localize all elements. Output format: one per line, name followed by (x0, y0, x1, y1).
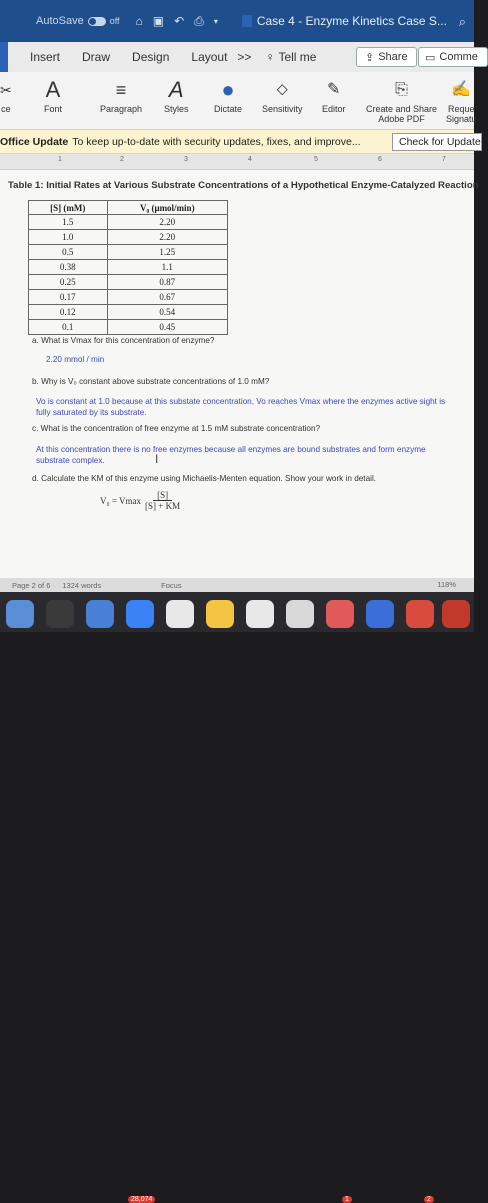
safari-icon[interactable] (86, 600, 114, 628)
table-row (29, 245, 228, 260)
table-cell: 0.87 (107, 275, 227, 290)
michaelis-menten-equation (100, 490, 180, 511)
notes-icon[interactable] (206, 600, 234, 628)
table-row (29, 305, 228, 320)
table-row (29, 215, 228, 230)
search-icon[interactable]: ⌕ (458, 14, 466, 29)
table-cell: 1.25 (107, 245, 227, 260)
table-cell: 1.5 (29, 215, 108, 230)
ruler-tick: 5 (314, 156, 318, 163)
mail-badge: 28,074 (128, 1196, 155, 1203)
autosave-toggle[interactable] (36, 15, 120, 27)
answer-a: 2.20 mmol / min (46, 355, 105, 364)
font-icon: A (45, 77, 61, 102)
ruler-tick: 2 (120, 156, 124, 163)
status-bar (0, 578, 474, 592)
app-store-icon[interactable] (366, 600, 394, 628)
dock (0, 592, 474, 1203)
powerpoint-icon[interactable] (406, 600, 434, 628)
ribbon-create-pdf[interactable]: ⎘ Create and Share Adobe PDF (366, 76, 437, 124)
table-row (29, 275, 228, 290)
kinetics-table (28, 200, 228, 335)
calendar-icon[interactable] (246, 600, 274, 628)
finder-icon[interactable] (6, 600, 34, 628)
clipboard-icon: ✂ (0, 82, 12, 98)
ruler-tick: 6 (378, 156, 382, 163)
home-icon[interactable]: ⌂ (135, 13, 143, 28)
equation-numerator: [S] (153, 490, 172, 501)
ribbon-dictate[interactable]: ● Dictate (214, 77, 243, 114)
table-cell: 0.1 (29, 320, 108, 335)
ribbon-tabs (0, 42, 478, 72)
comments-button[interactable]: ▭ Comme (418, 47, 488, 67)
question-c: c. What is the concentration of free enzyme at 1.5 mM substrate concentration? (32, 424, 321, 433)
paragraph-icon: ≡ (115, 80, 127, 100)
editor-icon: ✎ (327, 81, 341, 98)
chevron-down-icon[interactable]: ▾ (213, 16, 218, 26)
ribbon (0, 72, 477, 130)
tabs-overflow[interactable]: >> (237, 50, 252, 64)
word-count[interactable]: 1324 words (62, 580, 102, 590)
table-cell: 0.67 (107, 290, 227, 305)
sensitivity-icon: ⬦ (276, 81, 288, 98)
ribbon-paragraph[interactable]: ≡ Paragraph (100, 76, 142, 114)
autosave-state: off (109, 16, 120, 26)
ruler-tick: 4 (248, 156, 252, 163)
mail-icon[interactable] (126, 600, 154, 628)
notes-badge: 1 (342, 1196, 352, 1203)
share-button[interactable]: ⇪ Share (356, 47, 417, 67)
update-message: To keep up-to-date with security updates, fixes, and improve... (72, 135, 361, 148)
save-icon[interactable]: ▣ (152, 13, 165, 28)
styles-icon: A (168, 77, 184, 102)
table-row (29, 260, 228, 275)
table-header: V₀ (μmol/min) (107, 201, 227, 215)
tell-me-search[interactable]: ♀ Tell me (265, 50, 317, 64)
ruler-tick: 7 (442, 156, 446, 163)
office-update-bar (0, 130, 481, 154)
ribbon-request-signature[interactable]: ✍ Reque Signatu (446, 76, 477, 124)
table-cell: 0.25 (29, 275, 108, 290)
table-cell: 0.54 (107, 305, 227, 320)
page-count[interactable]: Page 2 of 6 (12, 580, 51, 590)
table-cell: 1.1 (107, 260, 227, 275)
ruler-tick: 3 (184, 156, 188, 163)
word-doc-icon (242, 15, 252, 27)
equation-fraction (145, 490, 180, 511)
text-cursor-icon: I (155, 452, 159, 466)
table-cell: 0.17 (29, 290, 108, 305)
app-icon[interactable] (442, 600, 470, 628)
ribbon-editor[interactable]: ✎ Editor (322, 76, 346, 114)
check-for-updates-button[interactable]: Check for Update (392, 133, 482, 151)
signature-icon: ✍ (451, 81, 472, 98)
microphone-icon: ● (221, 77, 235, 102)
answer-b: Vo is constant at 1.0 because at this substate concentration, Vo reaches Vmax where the enzymes active sight is fully saturated by its substrate. (36, 397, 446, 417)
focus-mode[interactable]: Focus (161, 580, 182, 590)
zoom-level[interactable]: 118% (437, 580, 456, 589)
table-caption: Table 1: Initial Rates at Various Substrate Concentrations of a Hypothetical Enzyme-Catalyzed Reaction (8, 180, 479, 191)
table-row (29, 230, 228, 245)
ruler[interactable] (0, 154, 474, 170)
music-icon[interactable] (326, 600, 354, 628)
autosave-label: AutoSave (36, 15, 84, 27)
equation-denominator: [S] + KM (145, 501, 181, 511)
table-cell: 0.5 (29, 245, 108, 260)
toggle-switch[interactable] (88, 17, 106, 26)
document-page[interactable] (0, 170, 479, 578)
photos-icon[interactable] (286, 600, 314, 628)
question-b: b. Why is V₀ constant above substrate concentrations of 1.0 mM? (32, 377, 270, 386)
undo-icon[interactable]: ↶ (174, 13, 185, 28)
table-cell: 1.0 (29, 230, 108, 245)
table-cell: 0.12 (29, 305, 108, 320)
chrome-icon[interactable] (166, 600, 194, 628)
other-badge: 2 (424, 1196, 434, 1203)
launchpad-icon[interactable] (46, 600, 74, 628)
ribbon-styles[interactable]: A Styles (164, 77, 189, 114)
ribbon-font[interactable]: A Font (44, 77, 63, 114)
table-header: [S] (mM) (29, 201, 108, 215)
table-cell: 0.45 (107, 320, 227, 335)
tab-design[interactable]: Design (132, 50, 170, 64)
tab-layout[interactable]: Layout (191, 50, 228, 64)
question-d: d. Calculate the KM of this enzyme using Michaelis-Menten equation. Show your work in detail. (32, 474, 377, 483)
share-icon: ⇪ (365, 51, 375, 64)
tab-draw[interactable]: Draw (82, 50, 111, 64)
document-title: Case 4 - Enzyme Kinetics Case S... (242, 14, 447, 28)
table-row (29, 290, 228, 305)
table-cell: 2.20 (107, 215, 227, 230)
answer-c: At this concentration there is no free enzymes because all enzymes are bound substrates and form enzyme substrate complex. (36, 445, 426, 465)
print-icon[interactable]: ⎙ (194, 13, 204, 28)
table-row (29, 320, 228, 335)
adobe-pdf-icon: ⎘ (395, 81, 408, 98)
tab-insert[interactable]: Insert (30, 50, 61, 64)
update-title: Office Update (0, 135, 69, 148)
title-bar (0, 0, 474, 42)
equation-lhs: V₀ = Vmax (100, 495, 142, 506)
tab-home-active[interactable] (0, 42, 8, 72)
ribbon-sensitivity[interactable]: ⬦ Sensitivity (262, 76, 303, 114)
clipboard-group[interactable]: ✂ ce (0, 76, 12, 114)
ruler-tick: 1 (58, 156, 62, 163)
comment-icon: ▭ (425, 51, 436, 64)
table-cell: 0.38 (29, 260, 108, 275)
lightbulb-icon: ♀ (265, 50, 275, 64)
question-a: a. What is Vmax for this concentration of enzyme? (32, 336, 215, 345)
table-cell: 2.20 (107, 230, 227, 245)
